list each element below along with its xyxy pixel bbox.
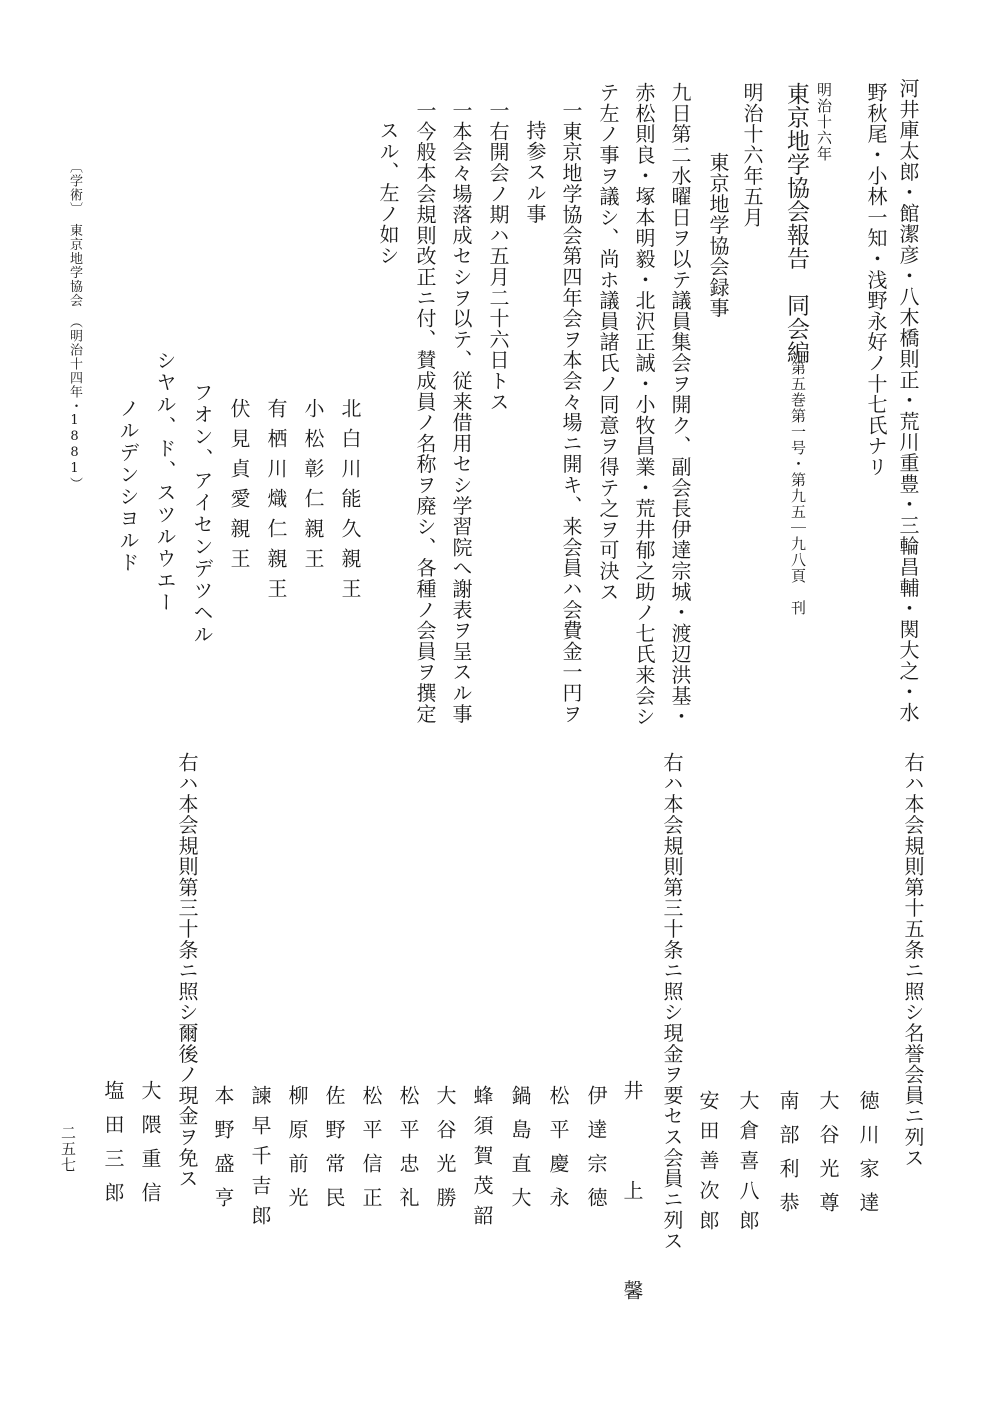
member-name: 徳川家達 bbox=[856, 1090, 880, 1226]
member-name: 松平忠礼 bbox=[396, 1085, 420, 1221]
text-column: テ左ノ事ヲ議シ、尚ホ議員諸氏ノ同意ヲ得テ之ヲ可決ス bbox=[596, 82, 620, 602]
member-name: 大隈重信 bbox=[138, 1080, 162, 1216]
text-column: 持参スル事 bbox=[523, 120, 547, 224]
member-name: 井上馨 bbox=[620, 1080, 644, 1380]
member-name: 大谷光勝 bbox=[433, 1085, 457, 1221]
member-name: 伊達宗徳 bbox=[584, 1085, 608, 1221]
date-line: 明治十六年五月 bbox=[740, 82, 764, 228]
member-name: 有栖川熾仁親王 bbox=[264, 398, 288, 608]
text-column: 九日第二水曜日ヲ以テ議員集会ヲ開ク、副会長伊達宗城・渡辺洪基・ bbox=[668, 82, 692, 727]
member-name: 本野盛亨 bbox=[211, 1085, 235, 1221]
member-name: 柳原前光 bbox=[285, 1085, 309, 1221]
document-title: 東京地学協会報告 同会編 bbox=[783, 82, 809, 364]
member-name: 佐野常民 bbox=[322, 1085, 346, 1221]
member-name: 松平慶永 bbox=[546, 1085, 570, 1221]
member-name: 南部利恭 bbox=[776, 1090, 800, 1226]
group-heading: 右ハ本会規則第三十条ニ照シ爾後ノ現金ヲ免ス bbox=[175, 752, 199, 1189]
text-column: 赤松則良・塚本明毅・北沢正誠・小牧昌業・荒井郁之助ノ七氏来会シ bbox=[632, 82, 656, 727]
member-name: シヤル、ド、スツルウエー bbox=[153, 350, 177, 614]
member-name: 北白川能久親王 bbox=[338, 398, 362, 608]
member-name: 安田善次郎 bbox=[696, 1090, 720, 1240]
member-name: 大倉喜八郎 bbox=[736, 1090, 760, 1240]
member-name: フオン、アイセンデツヘル bbox=[190, 382, 214, 646]
member-name: 塩田三郎 bbox=[101, 1080, 125, 1216]
text-column: 一東京地学協会第四年会ヲ本会々場ニ開キ、来会員ハ会費金一円ヲ bbox=[559, 100, 583, 724]
group-heading: 右ハ本会規則第十五条ニ照シ名誉会員ニ列ス bbox=[901, 752, 925, 1168]
text-column: 一本会々場落成セシヲ以テ、従来借用セシ学習院へ謝表ヲ呈スル事 bbox=[449, 100, 473, 724]
page-number: 二五七 bbox=[59, 1125, 77, 1173]
member-name: 鍋島直大 bbox=[508, 1085, 532, 1221]
running-footer: 〔学術〕 東京地学協会 （明治十四年・1881） bbox=[67, 160, 82, 491]
era-label: 明治十六年 bbox=[815, 82, 833, 162]
text-column: 一今般本会規則改正ニ付、賛成員ノ名称ヲ廃シ、各種ノ会員ヲ撰定 bbox=[413, 100, 437, 724]
member-name: 小松彰仁親王 bbox=[301, 398, 325, 578]
text-column: スル、左ノ如シ bbox=[376, 120, 400, 266]
text-column: 一右開会ノ期ハ五月二十六日トス bbox=[486, 100, 510, 412]
volume-info: 第五巻第一号・第九五｜九八頁 刊 bbox=[789, 360, 807, 616]
section-heading: 東京地学協会録事 bbox=[706, 152, 730, 319]
member-name: 大谷光尊 bbox=[816, 1090, 840, 1226]
member-name: ノルデンシヨルド bbox=[116, 398, 140, 574]
member-name: 蜂須賀茂韶 bbox=[470, 1085, 494, 1235]
text-column: 野秋尾・小林一知・浅野永好ノ十七氏ナリ bbox=[864, 82, 888, 478]
member-name: 伏見貞愛親王 bbox=[227, 398, 251, 578]
member-name: 諫早千吉郎 bbox=[248, 1085, 272, 1235]
member-name: 松平信正 bbox=[359, 1085, 383, 1221]
text-column: 河井庫太郎・館潔彦・八木橋則正・荒川重豊・三輪昌輔・関大之・水 bbox=[896, 78, 920, 723]
group-heading: 右ハ本会規則第三十条ニ照シ現金ヲ要セス会員ニ列ス bbox=[660, 752, 684, 1252]
